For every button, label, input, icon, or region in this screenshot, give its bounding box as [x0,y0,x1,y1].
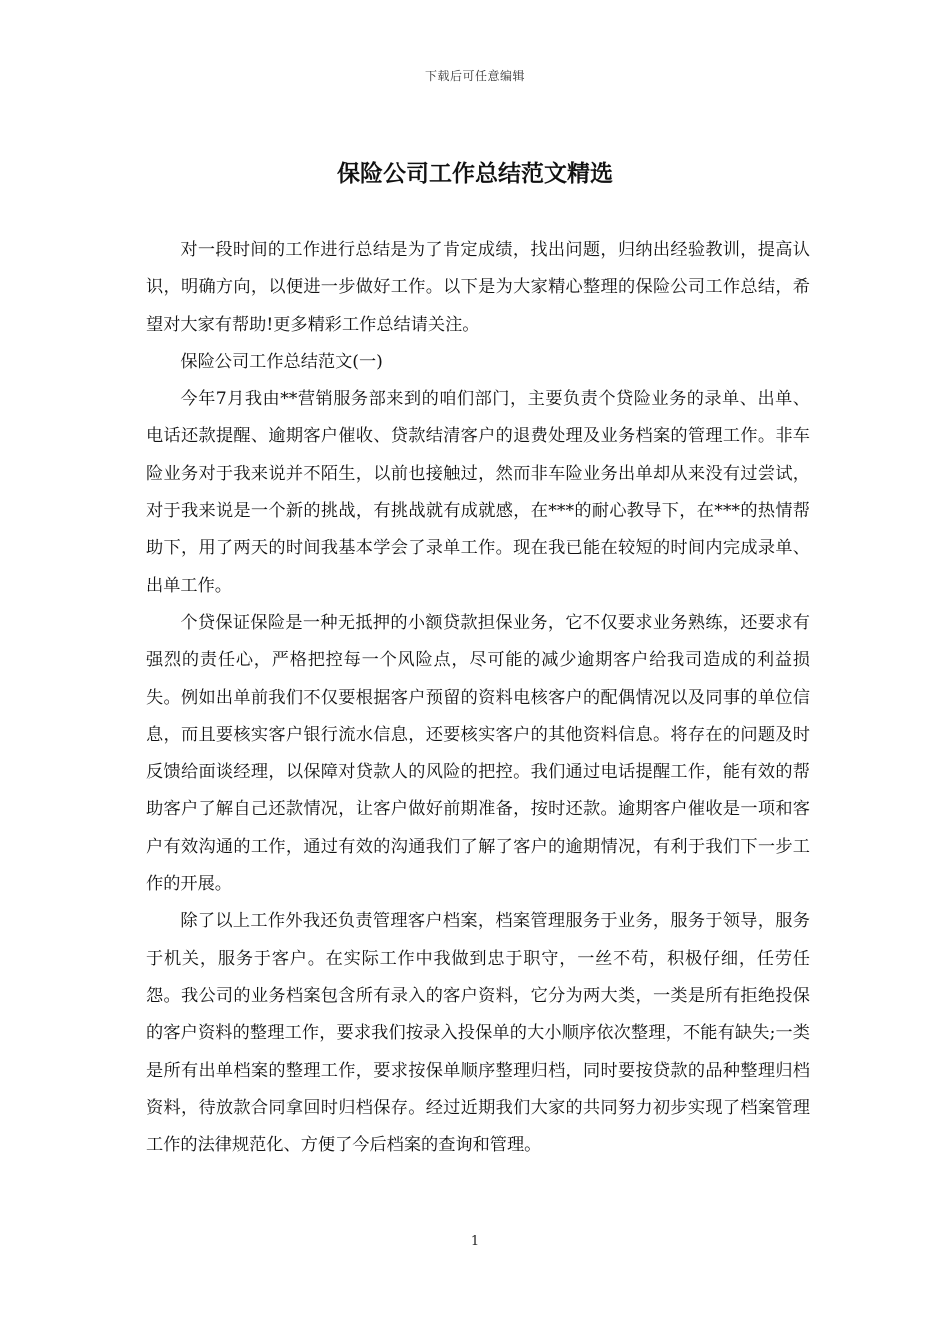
header-note: 下载后可任意编辑 [424,69,525,83]
body-paragraph: 除了以上工作外我还负责管理客户档案，档案管理服务于业务，服务于领导，服务于机关，服务于客户。在实际工作中我做到忠于职守，一丝不苟，积极仔细，任劳任怨。我公司的业务档案包含所有录入的客户资料，它分为两大类，一类是所有拒绝投保的客户资料的整理工作，要求我们按录入投保单的大小顺序依次整理，不能有缺失;一类是所有出单档案的整理工作，要求按保单顺序整理归档，同时要按贷款的品种整理归档资料，待放款合同拿回时归档保存。经过近期我们大家的共同努力初步实现了档案管理工作的法律规范化、方便了今后档案的查询和管理。 [146,911,810,1156]
page-number: 1 [470,1234,480,1249]
body-paragraph: 个贷保证保险是一种无抵押的小额贷款担保业务，它不仅要求业务熟练，还要求有强烈的责任心，严格把控每一个风险点，尽可能的减少逾期客户给我司造成的利益损失。例如出单前我们不仅要根据客户预留的资料电核客户的配偶情况以及同事的单位信息，而且要核实客户银行流水信息，还要核实客户的其他资料信息。将存在的问题及时反馈给面谈经理，以保障对贷款人的风险的把控。我们通过电话提醒工作，能有效的帮助客户了解自己还款情况，让客户做好前期准备，按时还款。逾期客户催收是一项和客户有效沟通的工作，通过有效的沟通我们了解了客户的逾期情况，有利于我们下一步工作的开展。 [146,612,810,895]
document-title: 保险公司工作总结范文精选 [337,160,613,187]
document-body [146,232,810,1164]
body-paragraph: 今年7月我由**营销服务部来到的咱们部门，主要负责个贷险业务的录单、出单、电话还款提醒、逾期客户催收、贷款结清客户的退费处理及业务档案的管理工作。非车险业务对于我来说并不陌生，以前也接触过，然而非车险业务出单却从来没有过尝试，对于我来说是一个新的挑战，有挑战就有成就感，在***的耐心教导下，在***的热情帮助下，用了两天的时间我基本学会了录单工作。现在我已能在较短的时间内完成录单、出单工作。 [146,389,810,596]
section-heading: 保险公司工作总结范文(一) [180,351,383,372]
intro-paragraph: 对一段时间的工作进行总结是为了肯定成绩，找出问题，归纳出经验教训，提高认识，明确方向，以便进一步做好工作。以下是为大家精心整理的保险公司工作总结，希望对大家有帮助!更多精彩工作总结请关注。 [146,240,810,335]
